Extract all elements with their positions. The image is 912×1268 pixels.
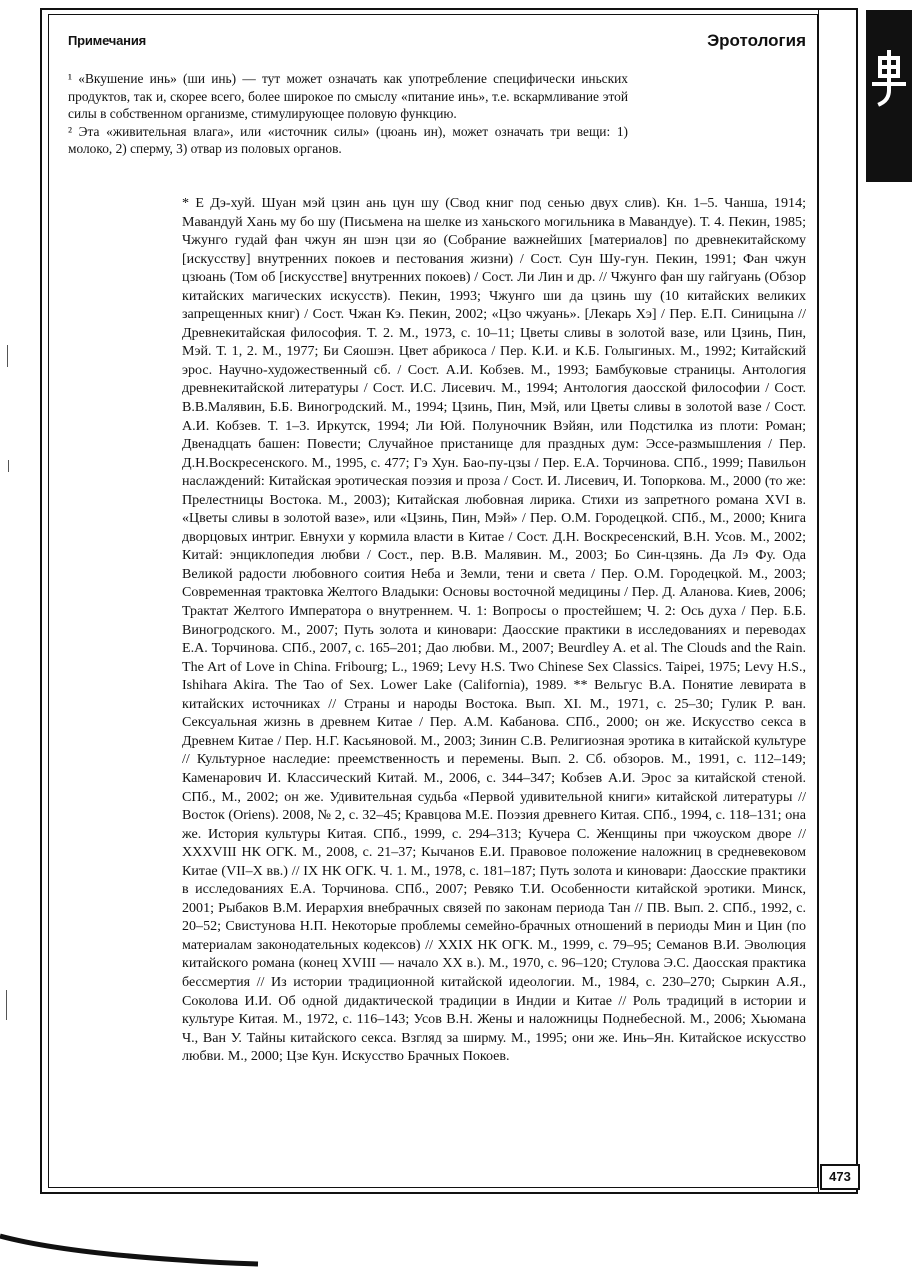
footnotes xyxy=(68,70,628,158)
scan-artifact xyxy=(7,345,8,367)
bibliography-block xyxy=(182,194,806,1066)
bibliography-text: * Е Дэ-хуй. Шуан мэй цзин ань цун шу (Свод книг под сенью двух слив). Кн. 1–5. Чанша, 1914; Мавандуй Хань му бо шу (Письмена на шелке из ханьского могильника в Мавандуе). Т. 4. Пекин, 1985; Чжунго гудай фан чжун ян шэн цзи яо (Собрание важнейших [материалов] по древнекитайскому [искусству] внутренних покоев и пестования жизни) / Сост. Сун Шу-гун. Пекин, 1991; Фан чжун цзюань (Том об [искусстве] внутренних покоев) / Сост. Ли Лин и др. // Чжунго фан шу гайгуань (Обзор китайских магических искусств). Пекин, 1993; Чжунго ши да цзинь шу (10 китайских великих запрещенных книг) / Сост. Чжан Кэ. Пекин, 2002; «Цзо чжуань». [Лекарь Хэ] / Пер. Е.П. Синицына // Древнекитайская философия. Т. 2. М., 1973, с. 10–11; Цветы сливы в золотой вазе, или Цзинь, Пин, Мэй. Т. 1, 2. М., 1977; Би Сяошэн. Цвет абрикоса / Пер. К.И. и К.Б. Голыгиных. М., 1992; Китайский эрос. Научно-художественный сб. / Сост. А.И. Кобзев. М., 1993; Бамбуковые страницы. Антология древнекитайской литературы / Сост. И.С. Лисевич. М., 1994; Антология даосской философии / Сост. В.В.Малявин, Б.Б. Виногродский. М., 1994; Цзинь, Пин, Мэй, или Цветы сливы в золотой вазе / Сост. А.И. Кобзев. Т. 1–3. Иркутск, 1994; Ли Юй. Полуночник Вэйян, или Подстилка из плоти: Роман; Двенадцать башен: Повести; Случайное пристанище для праздных дум: Эссе-размышления / Пер. Д.Н.Воскресенского. М., 1995, с. 477; Гэ Хун. Бао-пу-цзы / Пер. Е.А. Торчинова. СПб., 1999; Павильон наслаждений: Китайская эротическая поэзия и проза / Сост. И. Лисевич, И. Топоркова. М., 2000 (то же: Прелестницы Востока. М., 2003); Китайская любовная лирика. Стихи из запретного романа XVI в. «Цветы сливы в золотой вазе», или «Цзинь, Пин, Мэй» / Пер. О.М. Городецкой. СПб., М., 2000; Книга дворцовых интриг. Евнухи у кормила власти в Китае / Сост. Д.Н. Воскресенский, В.Н. Усов. М., 2002; Китай: энциклопедия любви / Сост., пер. В.В. Малявин. М., 2003; Бо Син-цзянь. Да Лэ Фу. Ода Великой радости любовного соития Неба и Земли, тени и света / Пер. О.М. Городецкой. М., 2003; Современная трактовка Желтого Владыки: Основы восточной медицины / Пер. Д. Аланова. Киев, 2006; Трактат Желтого Императора о внутреннем. Ч. 1: Вопросы о простейшем; Ч. 2: Ось духа / Пер. Б.Б. Виногродского. М., 2007; Путь золота и киновари: Даосские практики в исследованиях и переводах Е.А. Торчинова. СПб., 2007, с. 165–201; Дао любви. М., 2007; Beurdley A. et al. The Clouds and the Rain. The Art of Love in China. Fribourg; L., 1969; Levy H.S. Two Chinese Sex Classics. Taipei, 1975; Levy H.S., Ishihara Akira. The Tao of Sex. Lower Lake (California), 1989. ** Вельгус В.А. Понятие левирата в китайских источниках // Страны и народы Востока. Вып. XI. М., 1971, с. 25–30; Гулик Р. ван. Сексуальная жизнь в древнем Китае / Пер. А.М. Кабанова. СПб., 2000; он же. Искусство секса в Древнем Китае / Пер. Н.Г. Касьяновой. М., 2003; Зинин С.В. Религиозная эротика в китайской культуре // Культурное наследие: преемственность и перемены. Вып. 2. Сб. обзоров. М., 1991, с. 112–149; Каменарович И. Классический Китай. М., 2006, с. 344–347; Кобзев А.И. Эрос за китайской стеной. СПб., М., 2002; он же. Удивительная судьба «Первой удивительной книги» китайской литературы // Восток (Oriens). 2008, № 2, с. 32–45; Кравцова М.Е. Поэзия древнего Китая. СПб., 1994, с. 118–131; она же. История культуры Китая. СПб., 1999, с. 294–313; Кучера С. Женщины при чжоуском дворе // XXXVIII НК ОГК. М., 2008, с. 21–37; Кычанов Е.И. Правовое положение наложниц в средневековом Китае (VII–X вв.) // IX НК ОГК. Ч. 1. М., 1978, с. 181–187; Путь золота и киновари: Даосские практики в исследованиях Е.А. Торчинова. СПб., 2007; Ревяко Т.И. Особенности китайской эротики. Минск, 2001; Рыбаков В.М. Иерархия внебрачных связей по законам периода Тан // ПВ. Вып. 2. СПб., 1992, с. 20–52; Свистунова Н.П. Некоторые проблемы семейно-брачных отношений в периоды Мин и Цин (по материалам законодательных кодексов) // XXIX НК ОГК. М., 1999, с. 79–95; Семанов В.И. Эволюция китайского романа (конец XVIII — начало XX в.). М., 1970, с. 96–120; Стулова Э.С. Даосская практика бессмертия // Из истории традиционной китайской идеологии. М., 1984, с. 230–270; Сыркин А.Я., Соколова И.И. Об одной дидактической традиции в Индии и Китае // Роль традиций в истории и культуре Китая. М., 1972, с. 116–143; Усов В.Н. Жены и наложницы Поднебесной. М., 2006; Хьюмана Ч., Ван У. Тайны китайского секса. Взгляд за ширму. М., 1995; они же. Инь–Ян. Китайское искусство любви. М., 2000; Цзе Кун. Искусство Брачных Покоев. xyxy=(182,195,806,1065)
running-header-right: Эротология xyxy=(707,31,806,50)
scan-edge-curve xyxy=(0,1230,260,1268)
page-number: 473 xyxy=(820,1164,860,1190)
scan-artifact xyxy=(8,460,9,472)
section-tab xyxy=(866,10,912,182)
running-header-left: Примечания xyxy=(68,33,147,48)
footnote-1: ¹ «Вкушение инь» (ши инь) — тут может означать как употребление специфически иньских продуктов, так и, скорее всего, более широкое по смыслу «питание инь», т.е. вскармливание этой силы в собственном организме, стимулирующее половую функцию. xyxy=(68,71,628,122)
right-column-rule xyxy=(818,8,819,1194)
chinese-character-icon xyxy=(872,50,906,110)
scan-artifact xyxy=(6,990,7,1020)
footnote-2: ² Эта «живительная влага», или «источник силы» (цюань ин), может означать три вещи: 1) молоко, 2) сперму, 3) отвар из половых органов. xyxy=(68,123,628,157)
